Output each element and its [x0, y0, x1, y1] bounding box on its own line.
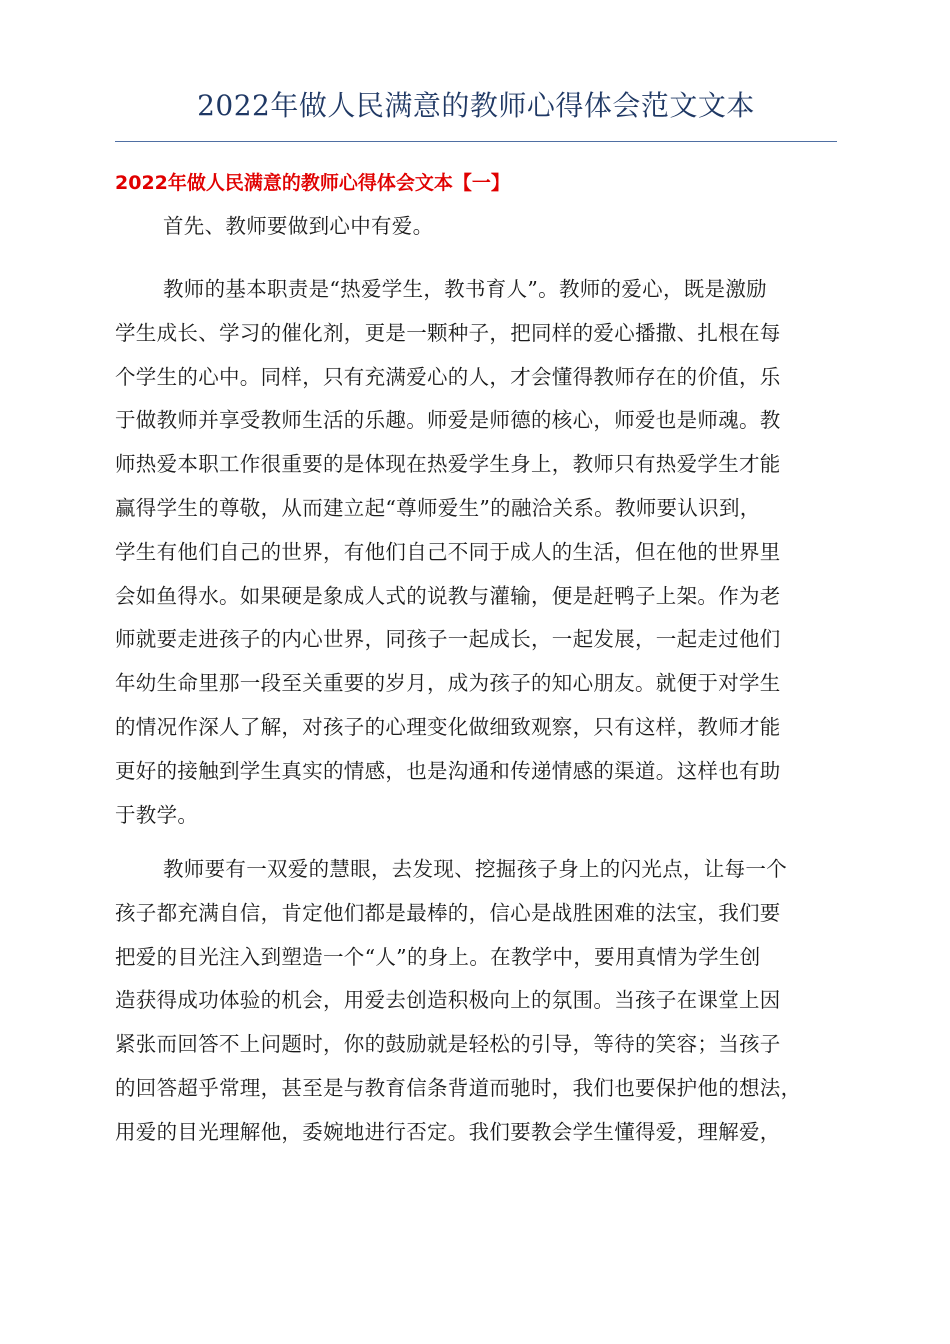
- paragraph-line: 学生成长、学习的催化剂，更是一颗种子，把同样的爱心播撒、扎根在每: [115, 320, 781, 345]
- paragraph-line: 教师要有一双爱的慧眼，去发现、挖掘孩子身上的闪光点，让每一个: [163, 857, 787, 881]
- paragraph-line: 用爱的目光理解他，委婉地进行否定。我们要教会学生懂得爱，理解爱，: [115, 1119, 781, 1144]
- document-title: 2022年做人民满意的教师心得体会范文文本: [197, 89, 755, 122]
- paragraph-line: 首先、教师要做到心中有爱。: [163, 214, 434, 238]
- paragraph-line: 把爱的目光注入到塑造一个“人”的身上。在教学中，要用真情为学生创: [115, 944, 761, 969]
- title-divider: [115, 141, 837, 142]
- paragraph-line: 教师的基本职责是“热爱学生，教书育人”。教师的爱心，既是激励: [163, 277, 767, 301]
- paragraph-line: 个学生的心中。同样，只有充满爱心的人，才会懂得教师存在的价值，乐: [115, 364, 781, 389]
- paragraph-line: 师就要走进孩子的内心世界，同孩子一起成长，一起发展，一起走过他们: [115, 627, 781, 652]
- paragraph: [115, 268, 837, 837]
- paragraph-line: 的情况作深人了解，对孩子的心理变化做细致观察，只有这样，教师才能: [115, 714, 781, 739]
- section-heading: 2022年做人民满意的教师心得体会文本【一】: [115, 172, 510, 194]
- paragraph-line: 师热爱本职工作很重要的是体现在热爱学生身上，教师只有热爱学生才能: [115, 452, 781, 477]
- paragraph-line: 更好的接触到学生真实的情感，也是沟通和传递情感的渠道。这样也有助: [115, 758, 781, 783]
- paragraph-line: 于教学。: [115, 802, 199, 827]
- paragraph-line: 造获得成功体验的机会，用爱去创造积极向上的氛围。当孩子在课堂上因: [115, 988, 781, 1013]
- paragraph-line: 学生有他们自己的世界，有他们自己不同于成人的生活，但在他的世界里: [115, 539, 781, 564]
- paragraph-line: 于做教师并享受教师生活的乐趣。师爱是师德的核心，师爱也是师魂。教: [115, 408, 781, 433]
- paragraph: [115, 848, 837, 1155]
- paragraph-line: 年幼生命里那一段至关重要的岁月，成为孩子的知心朋友。就便于对学生: [115, 671, 781, 696]
- paragraph-line: 会如鱼得水。如果硬是象成人式的说教与灌输，便是赶鸭子上架。作为老: [115, 583, 781, 608]
- paragraph-line: 孩子都充满自信，肯定他们都是最棒的，信心是战胜困难的法宝，我们要: [115, 900, 781, 925]
- paragraph: [115, 205, 837, 249]
- paragraph-line: 的回答超乎常理，甚至是与教育信条背道而驰时，我们也要保护他的想法，: [115, 1075, 802, 1100]
- paragraph-line: 赢得学生的尊敬，从而建立起“尊师爱生”的融洽关系。教师要认识到，: [115, 495, 761, 520]
- paragraph-line: 紧张而回答不上问题时，你的鼓励就是轻松的引导，等待的笑容；当孩子: [115, 1032, 781, 1057]
